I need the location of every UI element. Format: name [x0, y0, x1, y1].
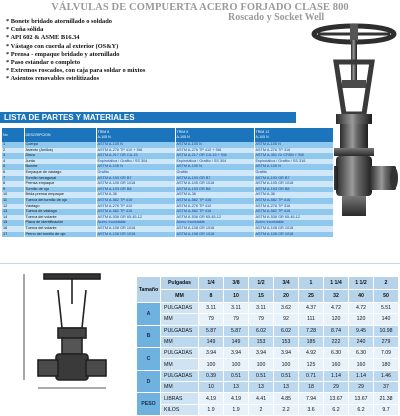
part-description: Asiento (Anillos) — [24, 148, 96, 154]
part-description: Tuerca del tornillo de ojo — [24, 198, 96, 204]
mm-label: MM — [161, 290, 199, 303]
dimension-value: 4.85 — [274, 393, 299, 404]
dimension-value: 120 — [324, 314, 349, 325]
part-number: 2 — [2, 148, 24, 154]
dimension-row — [137, 314, 399, 325]
material-grade: ASTM A-582 TP 416 — [96, 209, 175, 215]
dimension-row — [137, 370, 399, 381]
dimension-value: 13.67 — [324, 393, 349, 404]
dimension-value: 4.72 — [349, 303, 374, 314]
part-description: Empaque de vástago — [24, 170, 96, 176]
dimension-value: 4.72 — [324, 303, 349, 314]
material-grade: ASTM A-276 TP 410 + St6 — [175, 148, 254, 154]
material-grade: Acero Inoxidable — [175, 220, 254, 226]
unit-label: PULGADAS — [161, 370, 199, 381]
table-row — [2, 232, 333, 238]
part-description: Perno del tornillo de ojo — [24, 232, 96, 238]
unit-label: MM — [161, 336, 199, 347]
material-grade: ASTM A-582 TP 416 — [175, 198, 254, 204]
dimension-value: 2.2 — [274, 404, 299, 415]
part-description: Brida prensa empaque — [24, 192, 96, 198]
dimension-row — [137, 382, 399, 393]
dimension-value: 29 — [324, 382, 349, 393]
material-grade: ASTM A-105 N — [96, 164, 175, 170]
dimension-value: 279 — [374, 336, 399, 347]
dimension-row — [137, 336, 399, 347]
dimension-value: 5.87 — [199, 325, 224, 336]
material-grade: ASTM A-105 N — [175, 164, 254, 170]
material-grade: Espirotálica / Grafito / SS 316 — [254, 159, 333, 165]
material-grade: ASTM A-108 GR 1018 — [254, 226, 333, 232]
part-description: Tornillo de ojo — [24, 187, 96, 193]
dimension-value: 3.11 — [199, 303, 224, 314]
part-number: 5 — [2, 164, 24, 170]
dimension-value: 3.94 — [249, 348, 274, 359]
material-grade: Espirotálica / Grafito / SS 304 — [175, 159, 254, 165]
size-mm-row — [137, 290, 399, 303]
dimension-value: 3.11 — [224, 303, 249, 314]
material-grade: ASTM A-193 GR B7 — [254, 176, 333, 182]
dimension-row — [137, 393, 399, 404]
material-grade: ASTM A-582 TP 416 — [254, 209, 333, 215]
dimension-row — [137, 325, 399, 336]
part-description: Tuerca de vástago — [24, 209, 96, 215]
size-inch: 1 1/4 — [324, 277, 349, 290]
dimension-value: 3.94 — [224, 348, 249, 359]
dimension-value: 7.94 — [299, 393, 324, 404]
unit-label: PULGADAS — [161, 303, 199, 314]
material-grade: ASTM A-217 GR CA-15 — [96, 153, 175, 159]
dimension-value: 125 — [299, 359, 324, 370]
dimension-value: 92 — [274, 314, 299, 325]
part-number: 11 — [2, 198, 24, 204]
part-number: 13 — [2, 209, 24, 215]
material-grade: ASTM A-105 N — [254, 142, 333, 148]
part-number: 6 — [2, 170, 24, 176]
dimension-value: 180 — [374, 359, 399, 370]
dimension-value: 10 — [199, 382, 224, 393]
material-grade: ASTM A-36 — [175, 192, 254, 198]
dimension-row — [137, 404, 399, 415]
size-mm: 25 — [299, 290, 324, 303]
dimension-value: 153 — [249, 336, 274, 347]
dimension-label: B — [137, 325, 161, 348]
part-number: 4 — [2, 159, 24, 165]
dimension-value: 6.2 — [349, 404, 374, 415]
dimension-value: 4.19 — [224, 393, 249, 404]
dimension-value: 3.94 — [199, 348, 224, 359]
material-grade: ASTM A-108 GR 1018 — [175, 226, 254, 232]
page-title: VÁLVULAS DE COMPUERTA ACERO FORJADO CLASE 800 — [51, 2, 349, 13]
dimension-value: 0.51 — [274, 370, 299, 381]
dimension-value: 10.98 — [374, 325, 399, 336]
size-inch: 1 1/2 — [349, 277, 374, 290]
dimension-value: 6.2 — [324, 404, 349, 415]
dimension-label: PESO — [137, 393, 161, 416]
material-grade: ASTM A-193 GR B8 — [254, 187, 333, 193]
dimension-value: 4.92 — [299, 348, 324, 359]
dimension-value: 13 — [224, 382, 249, 393]
material-grade: ASTM A-536 GR 65-45-12 — [96, 215, 175, 221]
dimension-value: 4.19 — [199, 393, 224, 404]
material-grade: ASTM A-105 N — [96, 142, 175, 148]
dimension-value: 13 — [249, 382, 274, 393]
part-number: 14 — [2, 215, 24, 221]
size-mm: 10 — [224, 290, 249, 303]
dimension-value: 0.39 — [199, 370, 224, 381]
dimension-value: 1.9 — [199, 404, 224, 415]
parts-section-title: LISTA DE PARTES Y MATERIALES — [0, 112, 296, 123]
dimension-value: 3.11 — [249, 303, 274, 314]
dimension-value: 0.71 — [299, 370, 324, 381]
dimension-value: 2 — [249, 404, 274, 415]
dimension-label: C — [137, 348, 161, 371]
dimension-value: 0.51 — [249, 370, 274, 381]
feature-item: * Extremos roscados, con caja para soldar o mixtos — [6, 67, 146, 75]
material-grade: ASTM A-582 TP 416 — [254, 198, 333, 204]
material-grade: Acero Inoxidable — [96, 220, 175, 226]
dimension-label: A — [137, 303, 161, 326]
material-grade: ASTM A-582 TP 416 — [175, 209, 254, 215]
dimension-value: 5.51 — [374, 303, 399, 314]
material-grade: Acero Inoxidable — [254, 220, 333, 226]
dimension-value: 185 — [299, 336, 324, 347]
dimension-value: 160 — [349, 359, 374, 370]
material-grade: ASTM A-105 GR 1018 — [254, 181, 333, 187]
part-number: 10 — [2, 192, 24, 198]
size-header: Tamaño — [137, 277, 161, 303]
dimension-value: 4.37 — [299, 303, 324, 314]
material-grade: ASTM A-217 GR CA-15 + St6 — [175, 153, 254, 159]
feature-item: * Asientos renovables estelitizados — [6, 75, 100, 83]
unit-label: PULGADAS — [161, 348, 199, 359]
dimension-value: 79 — [224, 314, 249, 325]
dimension-value: 37 — [374, 382, 399, 393]
column-header: TRIM 12 A-105 N — [254, 128, 333, 142]
part-description: Tuerca del volante — [24, 215, 96, 221]
dimension-label: D — [137, 370, 161, 393]
material-grade: ASTM A-108 GR 1018 — [175, 232, 254, 238]
material-grade: ASTM A-276 TP 410 — [175, 204, 254, 210]
part-number: 12 — [2, 204, 24, 210]
size-mm: 40 — [349, 290, 374, 303]
dimension-value: 9.45 — [349, 325, 374, 336]
part-description: Junta — [24, 159, 96, 165]
part-number: 8 — [2, 181, 24, 187]
column-header: DESCRIPCION — [24, 128, 96, 142]
material-grade: ASTM A-36 — [254, 192, 333, 198]
dimension-value: 3.62 — [274, 303, 299, 314]
unit-label: KILOS — [161, 404, 199, 415]
feature-item: * Bonete bridado atornillado o soldado — [6, 18, 112, 25]
dimension-value: 21.38 — [374, 393, 399, 404]
feature-item: * Prensa - empaque bridado y atornillado — [6, 50, 120, 58]
material-grade: ASTM A-105 N — [254, 164, 333, 170]
dimension-row — [137, 303, 399, 314]
dimension-value: 0.51 — [224, 370, 249, 381]
feature-item: * Paso estándar o completo — [6, 59, 81, 67]
size-inch: 1/2 — [249, 277, 274, 290]
material-grade: ASTM A-193 GR B8 — [175, 187, 254, 193]
size-mm: 20 — [274, 290, 299, 303]
size-inch: 3/4 — [274, 277, 299, 290]
dimension-value: 1.14 — [349, 370, 374, 381]
dimension-value: 100 — [274, 359, 299, 370]
column-header: No — [2, 128, 24, 142]
part-number: 7 — [2, 176, 24, 182]
material-grade: ASTM A-276 TP 316 — [254, 148, 333, 154]
feature-item: * API 602 & ASME B16.34 — [6, 34, 80, 42]
feature-list — [6, 18, 145, 84]
dimension-value: 100 — [224, 359, 249, 370]
part-number: 9 — [2, 187, 24, 193]
unit-label: MM — [161, 359, 199, 370]
dimension-value: 160 — [324, 359, 349, 370]
part-description: Disco — [24, 153, 96, 159]
material-grade: ASTM A-193 GR B7 — [175, 176, 254, 182]
dimension-value: 120 — [349, 314, 374, 325]
dimension-value: 7.09 — [374, 348, 399, 359]
dimensions-table — [136, 276, 399, 416]
material-grade: Grafito — [96, 170, 175, 176]
dimension-value: 79 — [199, 314, 224, 325]
part-description: Tornillo hexagonal — [24, 176, 96, 182]
material-grade: ASTM A-582 TP 416 — [96, 198, 175, 204]
material-grade: ASTM A-36 — [96, 192, 175, 198]
material-grade: Grafito — [175, 170, 254, 176]
feature-item: * Vástago con cuerda al exterior (OS&Y) — [6, 42, 119, 50]
dimension-value: 6.30 — [349, 348, 374, 359]
material-grade: ASTM A-105 GR 1018 — [175, 181, 254, 187]
part-description: Cuerpo — [24, 142, 96, 148]
part-description: Bonete — [24, 164, 96, 170]
material-grade: ASTM A-193 GR B8 — [96, 187, 175, 193]
dimension-value: 240 — [349, 336, 374, 347]
dimension-value: 153 — [274, 336, 299, 347]
size-inch: 1/4 — [199, 277, 224, 290]
dimension-value: 111 — [299, 314, 324, 325]
dimension-drawing — [4, 270, 132, 398]
material-grade: ASTM A-536 GR 65-45-12 — [254, 215, 333, 221]
dimension-value: 1.14 — [324, 370, 349, 381]
material-grade: ASTM A-351 Gr CF8M + St6 — [254, 153, 333, 159]
size-mm: 8 — [199, 290, 224, 303]
unit-label: MM — [161, 314, 199, 325]
unit-label: MM — [161, 382, 199, 393]
part-number: 1 — [2, 142, 24, 148]
dimension-value: 6.02 — [274, 325, 299, 336]
part-number: 15 — [2, 220, 24, 226]
dimension-value: 18 — [299, 382, 324, 393]
dimension-value: 4.41 — [249, 393, 274, 404]
part-number: 16 — [2, 226, 24, 232]
divider — [0, 263, 400, 264]
dimension-value: 6.30 — [324, 348, 349, 359]
material-grade: Grafito — [254, 170, 333, 176]
size-inch: 3/8 — [224, 277, 249, 290]
dimension-value: 149 — [199, 336, 224, 347]
dimension-value: 9.7 — [374, 404, 399, 415]
dimension-value: 79 — [249, 314, 274, 325]
dimension-value: 3.6 — [299, 404, 324, 415]
part-description: Prensa empaque — [24, 181, 96, 187]
part-description: Tuerca del volante — [24, 226, 96, 232]
size-inch: 1 — [299, 277, 324, 290]
size-inch: 2 — [374, 277, 399, 290]
material-grade: ASTM A-108 GR 1018 — [96, 232, 175, 238]
material-grade: ASTM A-536 GR 65-45-12 — [175, 215, 254, 221]
part-description: Placa de identificación — [24, 220, 96, 226]
dimension-value: 1.46 — [374, 370, 399, 381]
material-grade: ASTM A-105 GR 1018 — [96, 181, 175, 187]
unit-label: PULGADAS — [161, 325, 199, 336]
size-mm: 15 — [249, 290, 274, 303]
dimension-value: 149 — [224, 336, 249, 347]
part-number: 3 — [2, 153, 24, 159]
dimension-value: 13 — [274, 382, 299, 393]
dimension-value: 29 — [349, 382, 374, 393]
material-grade: Espirotálica / Grafito / SS 304 — [96, 159, 175, 165]
dimension-row — [137, 348, 399, 359]
dimension-value: 3.94 — [274, 348, 299, 359]
parts-materials-table — [2, 128, 334, 237]
dimension-value: 7.28 — [299, 325, 324, 336]
dimension-value: 222 — [324, 336, 349, 347]
dimension-value: 100 — [199, 359, 224, 370]
feature-item: * Cuña sólida — [6, 26, 44, 34]
dimension-value: 5.87 — [224, 325, 249, 336]
material-grade: ASTM A-193 GR B7 — [96, 176, 175, 182]
dimension-row — [137, 359, 399, 370]
size-inches-row — [137, 277, 399, 290]
part-number: 17 — [2, 232, 24, 238]
unit-label: LIBRAS — [161, 393, 199, 404]
material-grade: ASTM A-108 GR 1018 — [254, 232, 333, 238]
size-mm: 50 — [374, 290, 399, 303]
pulgadas-label: Pulgadas — [161, 277, 199, 290]
column-header: TRIM 8 A-105 N — [96, 128, 175, 142]
material-grade: ASTM A-276 TP 316 — [254, 204, 333, 210]
dimension-value: 8.74 — [324, 325, 349, 336]
table-header-row — [2, 128, 333, 142]
dimension-value: 100 — [249, 359, 274, 370]
material-grade: ASTM A-108 GR 1018 — [96, 226, 175, 232]
page-subtitle: Roscado y Socket Well — [228, 12, 325, 23]
column-header: TRIM 5 A-105 N — [175, 128, 254, 142]
dimension-value: 1.9 — [224, 404, 249, 415]
part-description: Vástago — [24, 204, 96, 210]
dimension-value: 140 — [374, 314, 399, 325]
dimension-value: 6.02 — [249, 325, 274, 336]
material-grade: ASTM A-105 N — [175, 142, 254, 148]
size-mm: 32 — [324, 290, 349, 303]
dimension-value: 13.67 — [349, 393, 374, 404]
material-grade: ASTM A-276 TP 410 — [96, 204, 175, 210]
material-grade: ASTM A-276 TP 410 + St6 — [96, 148, 175, 154]
